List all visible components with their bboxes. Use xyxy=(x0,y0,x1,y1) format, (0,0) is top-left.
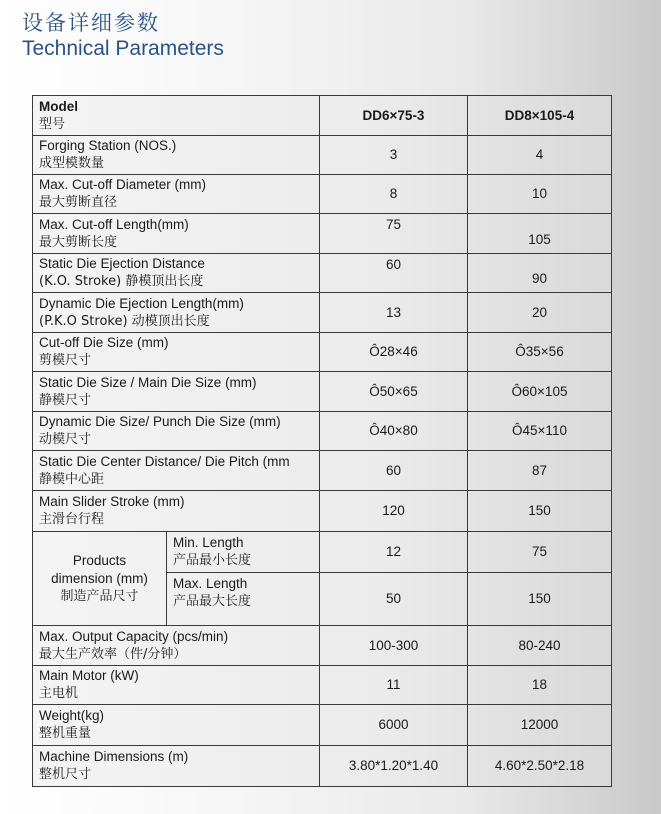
row-label-en: Weight(kg) xyxy=(39,708,105,723)
products-label-cn: 制造产品尺寸 xyxy=(60,588,139,604)
max-length-label xyxy=(167,573,320,626)
row-label-cn: 动模尺寸 xyxy=(39,432,92,447)
table-row xyxy=(33,175,612,214)
row-label-cn: 整机重量 xyxy=(39,726,92,741)
min-length-label-cn: 产品最小长度 xyxy=(173,553,252,568)
row-label-en: Static Die Center Distance/ Die Pitch (mm xyxy=(39,453,290,469)
table-row xyxy=(33,254,612,293)
row-value-model-1: 3 xyxy=(320,136,468,175)
row-label-en: Main Motor (kW) xyxy=(39,668,139,683)
row-value-model-2: 12000 xyxy=(468,705,612,746)
parameters-table xyxy=(32,95,612,787)
row-value-model-1: Ô50×65 xyxy=(320,372,468,412)
products-dimension-label xyxy=(33,532,167,626)
row-label-cn: 最大剪断长度 xyxy=(39,234,118,250)
row-value-model-2: 20 xyxy=(468,293,612,333)
max-length-model-1: 50 xyxy=(320,573,468,626)
row-label-en: Forging Station (NOS.) xyxy=(39,138,177,153)
max-length-label-en: Max. Length xyxy=(173,576,248,591)
min-length-model-1: 12 xyxy=(320,532,468,573)
row-label-cn: 整机尺寸 xyxy=(39,767,92,782)
table-row xyxy=(33,214,612,254)
table-row xyxy=(33,333,612,372)
products-label-line2: dimension (mm) xyxy=(51,570,148,586)
table-row xyxy=(33,293,612,333)
page-title-en: Technical Parameters xyxy=(22,37,224,60)
row-value-model-1: 75 xyxy=(320,214,468,254)
row-value-model-1: 6000 xyxy=(320,705,468,746)
table-row xyxy=(33,666,612,705)
row-label-cn: (K.O. Stroke) 静模顶出长度 xyxy=(39,274,204,289)
row-label xyxy=(33,214,320,254)
table-row xyxy=(33,372,612,412)
row-value-model-1: 3.80*1.20*1.40 xyxy=(320,746,468,787)
row-value-model-2: Ô45×110 xyxy=(468,412,612,451)
row-label-en: Max. Output Capacity (pcs/min) xyxy=(39,628,229,644)
row-label xyxy=(33,293,320,333)
row-value-model-2: 150 xyxy=(468,491,612,532)
row-value-model-1: 11 xyxy=(320,666,468,705)
table-row xyxy=(33,136,612,175)
model-label-en: Model xyxy=(39,98,78,114)
row-label xyxy=(33,254,320,293)
row-label-cn: 最大剪断直径 xyxy=(39,195,118,210)
row-label xyxy=(33,491,320,532)
row-label-en: Max. Cut-off Length(mm) xyxy=(39,216,189,232)
row-label-cn: 主电机 xyxy=(39,686,79,701)
min-length-label-en: Min. Length xyxy=(173,535,244,550)
row-value-model-2: 105 xyxy=(468,214,612,254)
row-value-model-2: 4.60*2.50*2.18 xyxy=(468,746,612,787)
row-value-model-1: 8 xyxy=(320,175,468,214)
row-value-model-2: Ô60×105 xyxy=(468,372,612,412)
row-value-model-1: Ô40×80 xyxy=(320,412,468,451)
row-label-en: Static Die Ejection Distance xyxy=(39,256,205,271)
row-label-cn: 静模尺寸 xyxy=(39,392,92,408)
page-title-cn: 设备详细参数 xyxy=(22,11,160,35)
row-label-cn: 剪模尺寸 xyxy=(39,353,92,368)
table-row-products-min xyxy=(33,532,612,573)
row-label-cn: 静模中心距 xyxy=(39,471,105,487)
table-row xyxy=(33,705,612,746)
max-length-model-2: 150 xyxy=(468,573,612,626)
table-header-row xyxy=(33,96,612,136)
min-length-model-2: 75 xyxy=(468,532,612,573)
row-value-model-2: 10 xyxy=(468,175,612,214)
column-header-model-2: DD8×105-4 xyxy=(468,96,612,136)
row-label-en: Static Die Size / Main Die Size (mm) xyxy=(39,374,257,390)
table-row xyxy=(33,491,612,532)
row-label xyxy=(33,372,320,412)
row-label-cn: 最大生产效率（件/分钟） xyxy=(39,646,187,662)
column-header-model-1: DD6×75-3 xyxy=(320,96,468,136)
row-label-cn: 成型模数量 xyxy=(39,156,105,171)
row-label-cn: (P.K.O Stroke) 动模顶出长度 xyxy=(39,313,210,329)
row-label-en: Dynamic Die Ejection Length(mm) xyxy=(39,295,244,311)
row-label-en: Machine Dimensions (m) xyxy=(39,749,189,764)
table-row xyxy=(33,412,612,451)
row-label xyxy=(33,705,320,746)
row-label-en: Main Slider Stroke (mm) xyxy=(39,494,185,509)
row-label xyxy=(33,136,320,175)
row-label-en: Cut-off Die Size (mm) xyxy=(39,335,169,350)
row-value-model-1: Ô28×46 xyxy=(320,333,468,372)
products-label-line1: Products xyxy=(72,552,127,568)
row-label xyxy=(33,333,320,372)
row-value-model-1: 100-300 xyxy=(320,626,468,666)
row-label xyxy=(33,412,320,451)
model-label-cn: 型号 xyxy=(39,116,66,132)
table-row xyxy=(33,451,612,491)
row-value-model-2: 90 xyxy=(468,254,612,293)
row-label xyxy=(33,746,320,787)
model-label-cell xyxy=(33,96,320,136)
row-value-model-2: 18 xyxy=(468,666,612,705)
row-value-model-1: 60 xyxy=(320,451,468,491)
row-value-model-1: 120 xyxy=(320,491,468,532)
row-value-model-2: Ô35×56 xyxy=(468,333,612,372)
row-label-en: Max. Cut-off Diameter (mm) xyxy=(39,177,207,192)
table-row xyxy=(33,746,612,787)
row-value-model-2: 87 xyxy=(468,451,612,491)
row-label-en: Dynamic Die Size/ Punch Die Size (mm) xyxy=(39,414,281,429)
max-length-label-cn: 产品最大长度 xyxy=(173,594,252,609)
row-label xyxy=(33,451,320,491)
row-value-model-2: 4 xyxy=(468,136,612,175)
row-value-model-1: 13 xyxy=(320,293,468,333)
row-value-model-1: 60 xyxy=(320,254,468,293)
row-label xyxy=(33,626,320,666)
row-label xyxy=(33,175,320,214)
row-value-model-2: 80-240 xyxy=(468,626,612,666)
row-label-cn: 主滑台行程 xyxy=(39,512,105,527)
min-length-label xyxy=(167,532,320,573)
row-label xyxy=(33,666,320,705)
table-row xyxy=(33,626,612,666)
